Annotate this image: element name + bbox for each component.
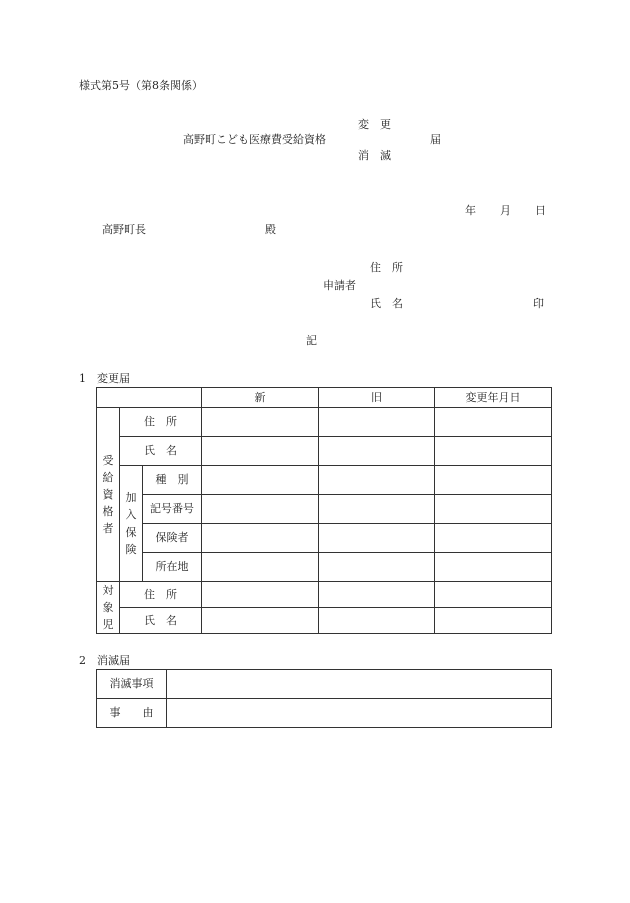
title-option-change: 変 更 (358, 118, 391, 131)
cancellation-item-cell[interactable] (167, 670, 552, 699)
table-row (97, 495, 552, 524)
table-row (97, 670, 552, 699)
title-option-cancel: 消 滅 (358, 149, 391, 162)
location-change-date-cell[interactable] (435, 553, 552, 582)
child-address-change-date-cell[interactable] (435, 582, 552, 608)
header-corner-cell (97, 388, 202, 408)
row-label-child-name: 氏 名 (120, 608, 202, 634)
form-number: 様式第5号（第8条関係） (79, 79, 203, 92)
address-change-date-cell[interactable] (435, 408, 552, 437)
old-insurer-cell[interactable] (319, 524, 435, 553)
addressee-name: 高野町長 (102, 223, 146, 236)
title-suffix: 届 (430, 133, 441, 146)
document-title: 高野町こども医療費受給資格 (183, 133, 326, 146)
recipient-group-label: 受 給 資 格 者 (97, 408, 120, 582)
table-row (97, 408, 552, 437)
insurance-type-change-date-cell[interactable] (435, 466, 552, 495)
table-row (97, 699, 552, 728)
row-label-location: 所在地 (143, 553, 202, 582)
name-change-date-cell[interactable] (435, 437, 552, 466)
date-year-label: 年 (465, 204, 476, 217)
new-insurance-type-cell[interactable] (202, 466, 319, 495)
new-child-address-cell[interactable] (202, 582, 319, 608)
child-group-label: 対 象 児 (97, 582, 120, 634)
new-name-cell[interactable] (202, 437, 319, 466)
row-label-reason: 事 由 (97, 699, 167, 728)
applicant-label: 申請者 (323, 279, 356, 292)
row-label-insurer: 保険者 (143, 524, 202, 553)
row-label-child-address: 住 所 (120, 582, 202, 608)
column-header-old: 旧 (319, 388, 435, 408)
addressee-honorific: 殿 (265, 223, 276, 236)
date-day-label: 日 (535, 204, 546, 217)
date-month-label: 月 (500, 204, 511, 217)
old-name-cell[interactable] (319, 437, 435, 466)
row-label-cancellation-item: 消滅事項 (97, 670, 167, 699)
old-address-cell[interactable] (319, 408, 435, 437)
old-child-address-cell[interactable] (319, 582, 435, 608)
note-heading: 記 (306, 334, 317, 347)
new-insurer-cell[interactable] (202, 524, 319, 553)
header-row (97, 388, 552, 408)
new-address-cell[interactable] (202, 408, 319, 437)
old-symbol-number-cell[interactable] (319, 495, 435, 524)
section2-number: 2 (79, 654, 86, 667)
row-label-name: 氏 名 (120, 437, 202, 466)
new-location-cell[interactable] (202, 553, 319, 582)
row-label-symbol-number: 記号番号 (143, 495, 202, 524)
section2-title: 消滅届 (97, 654, 130, 667)
new-symbol-number-cell[interactable] (202, 495, 319, 524)
column-header-new: 新 (202, 388, 319, 408)
old-location-cell[interactable] (319, 553, 435, 582)
symbol-number-change-date-cell[interactable] (435, 495, 552, 524)
table-row (97, 582, 552, 608)
change-form-table (96, 387, 552, 634)
table-row (97, 524, 552, 553)
seal-label: 印 (533, 297, 544, 310)
applicant-address-label: 住 所 (370, 261, 403, 274)
row-label-address: 住 所 (120, 408, 202, 437)
reason-cell[interactable] (167, 699, 552, 728)
old-insurance-type-cell[interactable] (319, 466, 435, 495)
section1-number: 1 (79, 372, 86, 385)
table-row (97, 553, 552, 582)
row-label-insurance-type: 種 別 (143, 466, 202, 495)
section1-title: 変更届 (97, 372, 130, 385)
insurer-change-date-cell[interactable] (435, 524, 552, 553)
old-child-name-cell[interactable] (319, 608, 435, 634)
cancellation-form-table (96, 669, 552, 728)
table-row (97, 437, 552, 466)
table-row (97, 608, 552, 634)
column-header-change-date: 変更年月日 (435, 388, 552, 408)
child-name-change-date-cell[interactable] (435, 608, 552, 634)
new-child-name-cell[interactable] (202, 608, 319, 634)
insurance-group-label: 加 入 保 険 (120, 466, 143, 582)
table-row (97, 466, 552, 495)
applicant-name-label: 氏 名 (370, 297, 403, 310)
